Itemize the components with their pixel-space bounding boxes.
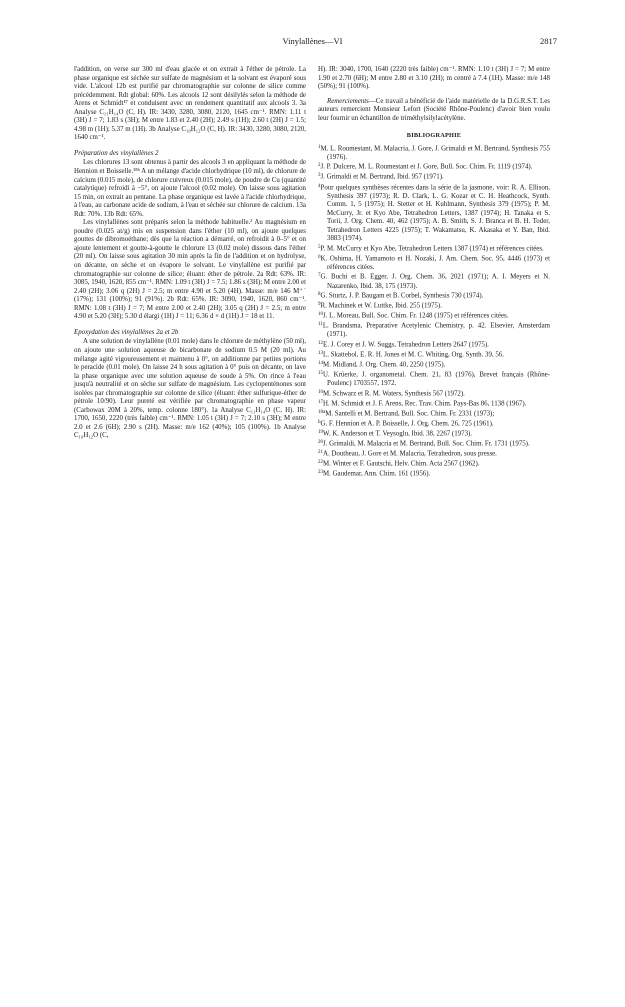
reference-text: R. Machinek et W. Luttke, Ibid. 255 (1975).	[320, 302, 442, 310]
reference-number: 14	[318, 360, 323, 366]
reference-number: 21	[318, 449, 323, 455]
reference-item	[318, 469, 550, 479]
reference-number: 10	[318, 312, 323, 318]
reference-item	[318, 254, 550, 273]
reference-number: 17	[318, 399, 323, 405]
reference-item	[318, 409, 550, 419]
reference-number: 22	[318, 459, 323, 465]
reference-text: M. Midland, J. Org. Chem. 40, 2250 (1975).	[323, 361, 446, 369]
continuation-paragraph: H). IR: 3040, 1700, 1640 (2220 très faible) cm⁻¹. RMN: 1.10 t (3H) J = 7; M entre 1.90 et 2.70 (6H); M entre 2.80 et 3.10 (2H); m centré à 7.4 (1H). Masse: m/e 148 (50%); 91 (100%).	[318, 66, 550, 91]
reference-number: 8	[318, 292, 321, 298]
reference-item	[318, 360, 550, 370]
reference-item	[318, 389, 550, 399]
reference-item	[318, 301, 550, 311]
reference-item	[318, 439, 550, 449]
reference-item	[318, 321, 550, 340]
running-header	[68, 36, 557, 48]
preparation-paragraph-2: Les vinylallènes sont préparés selon la méthode habituelle.² Au magnésium en poudre (0.025 at/g) mis en suspension dans l'éther (10 ml), on ajoute quelques gouttes de dibromoéthane; dès que la réaction a démarré, on refroidit à 0–5° et on ajoute lentement et goutte-à-goutte le chlorure 13 (0.02 mole) dissous dans l'éther (20 ml). On laisse sous agitation 30 min après la fin de l'addition et on hydrolyse, on décante, on sèche et on évapore le solvant. Le vinylallène est purifié par chromatographie sur colonne de silice; éluant: éther de pétrole. 2a Rdt: 63%. IR: 3085, 1940, 1620, 855 cm⁻¹. RMN: 1.09 t (3H) J = 7.5; 1.86 s (3H); M entre 2.00 et 2.40 (2H); 3.06 q (2H) J = 2.5; m entre 4.90 et 5.20 (4H). Masse: m/e 146 M⁺˙ (17%); 131 (100%); 91 (91%). 2b Rdt: 65%. IR: 3090, 1940, 1620, 860 cm⁻¹. RMN: 1.08 t (3H) J = 7; M entre 2.00 et 2.40 (2H); 3.05 q (2H) J = 2.5; m entre 4.90 et 5.20 (3H); 5.30 d élargi (1H) J = 11; 6.36 d × d (1H) J = 18 et 11.	[74, 219, 306, 321]
reference-text: E. J. Corey et J. W. Suggs, Tetrahedron Letters 2647 (1975).	[323, 341, 489, 349]
reference-item	[318, 340, 550, 350]
reference-item	[318, 183, 550, 244]
reference-item	[318, 291, 550, 301]
reference-text: J. L. Moreau, Bull. Soc. Chim. Fr. 1248 (1975) et références citées.	[323, 312, 509, 320]
reference-number: b	[318, 419, 321, 425]
reference-item	[318, 244, 550, 254]
page-number: 2817	[540, 36, 557, 46]
reference-text: U. Krüerke, J. organometal. Chem. 21, 83 (1976), Brevet français (Rhône-Poulenc) 1703557, 1972.	[323, 371, 550, 387]
reference-number: 4	[318, 183, 321, 189]
reference-item	[318, 399, 550, 409]
reference-number: 2	[318, 163, 321, 169]
reference-text: J. Grimaldi, M. Malacria et M. Bertrand, Bull. Soc. Chim. Fr. 1731 (1975).	[323, 440, 530, 448]
reference-number: 7	[318, 273, 321, 279]
reference-text: A. Doutheau, J. Gore et M. Malacria, Tetrahedron, sous presse.	[323, 450, 497, 458]
reference-text: G. Sturtz, J. P. Baugam et B. Corbel, Synthesis 730 (1974).	[320, 292, 484, 300]
reference-number: 5	[318, 244, 321, 250]
reference-number: 18a	[318, 409, 326, 415]
reference-number: 12	[318, 340, 323, 346]
reference-text: M. Gaudemar, Ann. Chim. 161 (1956).	[323, 470, 431, 478]
reference-item	[318, 272, 550, 291]
reference-item	[318, 419, 550, 429]
reference-text: L. Brandsma, Preparative Acetylenic Chemistry, p. 42. Elsevier, Amsterdam (1971).	[322, 322, 550, 339]
acknowledgements-text: —Ce travail a bénéficié de l'aide matérielle de la D.G.R.S.T. Les auteurs remercient Monsieur Lefort (Société Rhône-Poulenc) d'avoir bien voulu leur fournir un échantillon de triméthylsilylacétylène.	[318, 97, 550, 122]
acknowledgements-paragraph	[318, 98, 550, 124]
reference-number: 9	[318, 302, 321, 308]
reference-number: 19	[318, 429, 323, 435]
reference-text: J. Grimaldi et M. Bertrand, Ibid. 957 (1971).	[320, 173, 444, 181]
epoxydation-paragraph: A une solution de vinylallène (0.01 mole) dans le chlorure de méthylène (50 ml), on ajoute une solution aqueuse de bicarbonate de sodium 0.5 M (20 ml). Au mélange agité vigoureusement et maintenu à 0°, on additionne par petites portions le peracide (0.01 mole). On laisse 24 h sous agitation à 0° puis on décante, on lave la phase organique avec une solution aqueuse de soude à 5%. On rince à l'eau jusqu'à neutralité et on sèche sur sulfate de magnésium. Les cyclopenténones sont isolées par chromatographie sur colonne de silice (éluant: éther sulfurique-éther de pétrole 10/90). Leur pureté est vérifiée par chromatographie en phase vapeur (Carbowax 20M à 20%, temp. colonne 180°). 1a Analyse C₁₁H₁₄O (C, H). IR: 1700, 1650, 2220 (très faible) cm⁻¹. RMN: 1.05 t (3H) J = 7; 2.10 s (3H); M entre 2.0 et 2.6 (6H); 2.90 s (2H). Masse: m/e 162 (40%); 105 (100%). 1b Analyse C₁₀H₁₂O (C,	[74, 338, 306, 440]
reference-text: M. Santelli et M. Bertrand, Bull. Soc. Chim. Fr. 2331 (1973);	[325, 410, 495, 418]
reference-text: H. M. Schmidt et J. F. Arens, Rec. Trav. Chim. Pays-Bas 86, 1138 (1967).	[323, 400, 527, 408]
reference-text: M. Schwarz et R. M. Waters, Synthesis 567 (1972).	[323, 390, 465, 398]
reference-item	[318, 162, 550, 172]
reference-number: 15	[318, 370, 323, 376]
reference-number: 6	[318, 254, 321, 260]
reference-text: W. K. Anderson et T. Veysoglu, Ibid. 38, 2267 (1973).	[323, 430, 473, 438]
reference-item	[318, 172, 550, 182]
reference-item	[318, 449, 550, 459]
reference-text: L. Skattebol, E. R. H. Jones et M. C. Whiting, Org. Synth. 39, 56.	[323, 351, 505, 359]
reference-list	[318, 144, 550, 479]
section-title-preparation: Préparation des vinylallènes 2	[74, 149, 159, 157]
reference-text: P. M. McCurry et Kyo Abe, Tetrahedron Letters 1387 (1974) et références citées.	[320, 245, 544, 253]
reference-item	[318, 350, 550, 360]
reference-number: 3	[318, 173, 321, 179]
reference-text: M. L. Roumestant, M. Malacria, J. Gore, J. Grimaldi et M. Bertrand, Synthesis 755 (1976).	[320, 145, 550, 161]
reference-item	[318, 370, 550, 389]
right-column	[318, 66, 550, 479]
reference-item	[318, 429, 550, 439]
bibliography-title: BIBLIOGRAPHIE	[406, 132, 462, 140]
reference-number: 1	[318, 144, 321, 150]
reference-text: K. Oshima, H. Yamamoto et H. Nozaki, J. Am. Chem. Soc. 95, 4446 (1973) et références citées.	[320, 255, 550, 271]
preparation-paragraph-1: Les chlorures 13 sont obtenus à partir des alcools 3 en appliquant la méthode de Hennion et Boisselle.¹⁸ᵇ A un mélange d'acide chlorhydrique (10 ml), de chlorure de calcium (0.015 mole), de chlorure cuivreux (0.015 mole), de poudre de Cu (quantité catalytique) refroidi à −5°, on ajoute l'alcool (0.02 mole). On laisse sous agitation 15 min, on extrait au pentane. La phase organique est lavée à l'acide chlorhydrique, à l'eau, au carbonate acide de sodium, à l'eau et séchée sur chlorure de calcium. 13a Rdt: 70%. 13b Rdt: 65%.	[74, 159, 306, 218]
reference-number: 16	[318, 389, 323, 395]
reference-number: 13	[318, 350, 323, 356]
running-title: Vinylallènes—VI	[282, 36, 343, 46]
reference-number: 11	[318, 322, 323, 328]
section-title-epoxydation: Epoxydation des vinylallènes 2a et 2b	[74, 328, 179, 336]
left-column	[74, 66, 306, 441]
reference-text: J. P. Dulcere, M. L. Roumestant et J. Gore, Bull. Soc. Chim. Fr. 1119 (1974).	[320, 163, 533, 171]
reference-text: Pour quelques synthèses récentes dans la série de la jasmone, voir: R. A. Ellison, Synthesis 397 (1973); R. D. Clark, L. G. Kozar et C. H. Heathcock, Synth. Comm. 1, 5 (1975); H. Stetter et H. Kuhlmann, Synthesis 379 (1975); P. M. McCurry, Jr. et Kyo Abe, Tetrahedron Letters, 1387 (1974); H. Tanaka et S. Torii, J. Org. Chem. 40, 462 (1975); A. B. Smith, S. J. Branca et B. H. Toder, Tetrahedron Letters 4225 (1975); T. Wakamatsu, K. Akasaka et Y. Ban, Ibid. 3883 (1974).	[320, 184, 550, 243]
intro-paragraph: l'addition, on verse sur 300 ml d'eau glacée et on extrait à l'éther de pétrole. La phase organique est séchée sur sulfate de magnésium et la solvant est évaporé sous vide. L'alcool 12b est purifié par chromatographie sur colonne de silice comme précédemment. Rdt global: 60%. Les alcools 12 sont désilylés selon la méthode de Arens et Schmidt¹⁷ et conduisent avec un rendement quantitatif aux alcools 3. 3a Analyse C₁₁H₁₄O (C, H). IR: 3430, 3280, 3080, 2120, 1645 cm⁻¹. RMN: 1.11 t (3H) J = 7; 1.83 s (3H); M entre 1.83 et 2.40 (2H); 2.49 s (1H); 2.60 t (2H) J = 1.5; 4.98 m (1H); 5.37 m (1H). 3b Analyse C₁₀H₁₂O (C, H). IR: 3430, 3280, 3080, 2120, 1640 cm⁻¹.	[74, 66, 307, 142]
reference-text: G. F. Hennion et A. P. Boisselle, J. Org. Chem. 26, 725 (1961).	[320, 420, 494, 428]
reference-text: G. Buchi et B. Egger, J. Org. Chem. 36, 2021 (1971); A. I. Meyers et N. Nazarenko, Ibid. 38, 175 (1973).	[320, 273, 550, 290]
acknowledgements-label: Remerciements	[327, 97, 369, 105]
reference-item	[318, 459, 550, 469]
reference-item	[318, 144, 550, 163]
reference-number: 23	[318, 469, 323, 475]
reference-number: 20	[318, 439, 323, 445]
reference-text: M. Winter et F. Gautschi, Helv. Chim. Acta 2567 (1962).	[323, 460, 480, 468]
reference-item	[318, 311, 550, 321]
